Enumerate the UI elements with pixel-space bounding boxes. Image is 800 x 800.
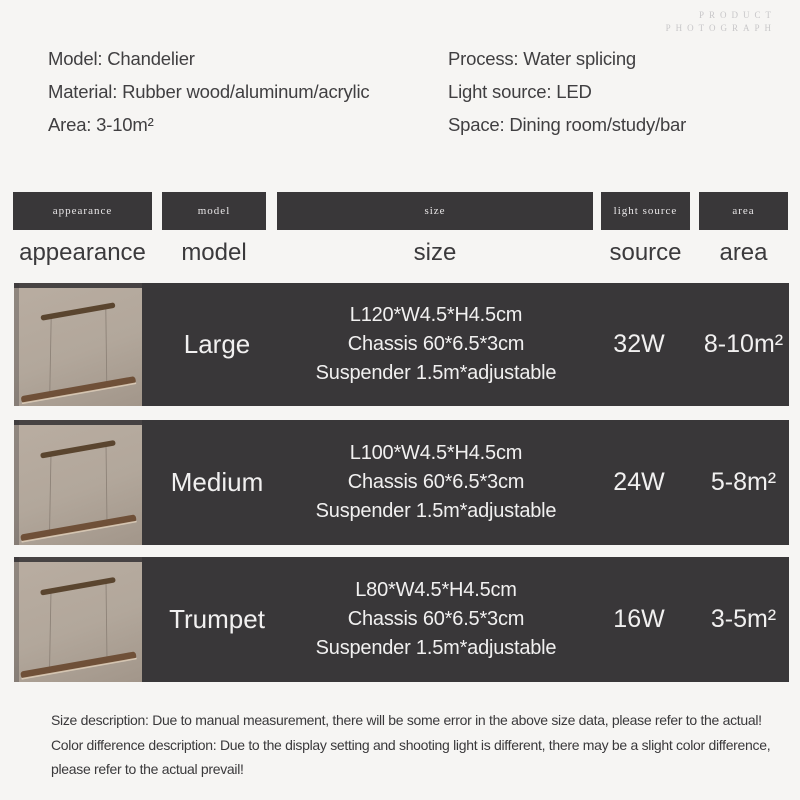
- header-box-area: area: [699, 192, 788, 230]
- disclaimer-line-3: please refer to the actual prevail!: [51, 761, 244, 777]
- disclaimer-line-1: Size description: Due to manual measurement, there will be some error in the above size data, please refer to the actual!: [51, 712, 762, 728]
- spec-process: Process: Water splicing: [448, 48, 636, 69]
- size-line-3: Suspender 1.5m*adjustable: [315, 362, 557, 384]
- row-cells: [142, 420, 789, 545]
- suspender-wire-left: [50, 454, 52, 535]
- pendant-lamp-image: [14, 557, 142, 682]
- size-line-3: Suspender 1.5m*adjustable: [315, 500, 557, 522]
- lamp-bar: [20, 514, 137, 542]
- header-label-model: model: [181, 239, 247, 266]
- area-cell: 5-8m²: [710, 468, 777, 496]
- lamp-bar: [21, 376, 137, 403]
- appearance-photo-medium: [14, 420, 142, 545]
- suspender-wire-right: [106, 306, 107, 385]
- pendant-lamp-image: [14, 420, 142, 545]
- pendant-lamp-image: [14, 283, 142, 406]
- row-cells: [142, 557, 789, 682]
- source-cell: 16W: [613, 605, 665, 633]
- table-row-large: [14, 283, 789, 406]
- source-cell: 32W: [613, 330, 665, 358]
- watermark: [666, 9, 776, 35]
- area-cell: 8-10m²: [703, 330, 784, 358]
- size-line-2: Chassis 60*6.5*3cm: [347, 471, 525, 493]
- model-cell: Medium: [170, 467, 264, 497]
- suspender-wire-right: [106, 581, 107, 661]
- header-box-size: size: [277, 192, 593, 230]
- size-line-3: Suspender 1.5m*adjustable: [315, 637, 557, 659]
- suspender-wire-left: [50, 591, 52, 672]
- spec-light-source: Light source: LED: [448, 81, 592, 102]
- suspender-wire-left: [50, 316, 51, 396]
- spec-column-right: [448, 42, 686, 141]
- size-cell: [292, 420, 580, 545]
- area-cell: 3-5m²: [710, 605, 777, 633]
- spec-column-left: [48, 42, 369, 141]
- spec-material: Material: Rubber wood/aluminum/acrylic: [48, 81, 370, 102]
- header-box-appearance: appearance: [13, 192, 152, 230]
- model-cell: Large: [183, 329, 251, 359]
- suspender-wire-right: [106, 444, 107, 524]
- ceiling-bar: [40, 302, 115, 320]
- size-line-1: L120*W4.5*H4.5cm: [349, 304, 523, 326]
- size-cell: [292, 557, 580, 682]
- header-label-area: area: [719, 239, 768, 266]
- model-cell: Trumpet: [169, 604, 265, 634]
- header-label-size: size: [413, 239, 457, 266]
- ceiling-bar: [40, 440, 116, 459]
- size-line-1: L80*W4.5*H4.5cm: [355, 579, 517, 601]
- spec-area: Area: 3-10m²: [48, 114, 154, 135]
- table-row-trumpet: [14, 557, 789, 682]
- row-cells: [142, 283, 789, 406]
- header-label-appearance: appearance: [19, 239, 146, 266]
- appearance-photo-trumpet: [14, 557, 142, 682]
- spec-model: Model: Chandelier: [48, 48, 195, 69]
- disclaimer: [51, 708, 781, 782]
- watermark-line1: PRODUCT: [698, 10, 776, 20]
- table-row-medium: [14, 420, 789, 545]
- lamp-bar: [20, 651, 137, 679]
- size-line-2: Chassis 60*6.5*3cm: [347, 333, 525, 355]
- header-label-source: source: [609, 239, 682, 266]
- size-line-2: Chassis 60*6.5*3cm: [347, 608, 525, 630]
- disclaimer-line-2: Color difference description: Due to the display setting and shooting light is different, there may be a slight color difference,: [51, 736, 771, 753]
- watermark-line2: PHOTOGRAPH: [665, 23, 776, 33]
- ceiling-bar: [40, 577, 116, 596]
- size-cell: [292, 283, 580, 406]
- size-line-1: L100*W4.5*H4.5cm: [349, 442, 523, 464]
- spec-space: Space: Dining room/study/bar: [448, 114, 687, 135]
- header-box-light-source: light source: [601, 192, 690, 230]
- appearance-photo-large: [14, 283, 142, 406]
- source-cell: 24W: [613, 468, 665, 496]
- header-box-model: model: [162, 192, 266, 230]
